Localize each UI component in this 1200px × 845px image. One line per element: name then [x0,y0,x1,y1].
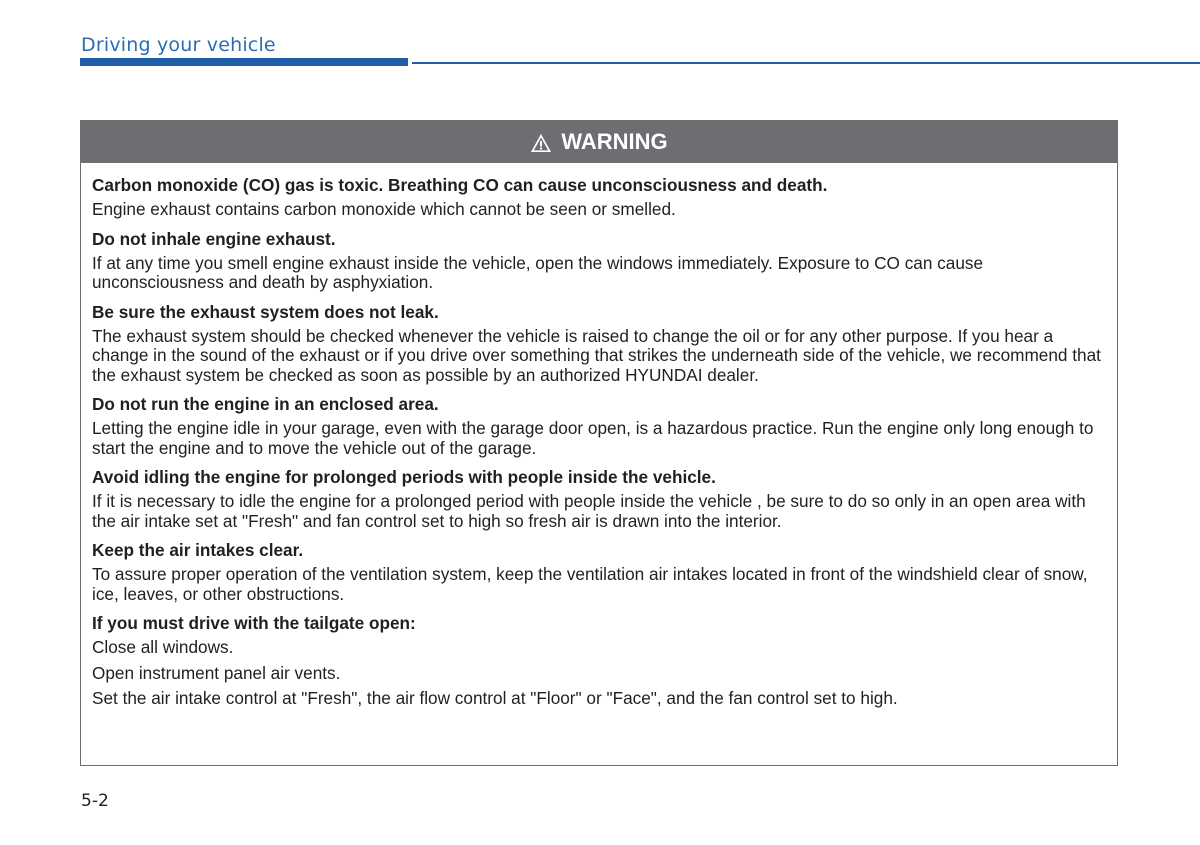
item-text: To assure proper operation of the ventilation system, keep the ventilation air intakes located in front of the windshield clear of snow, ice, leaves, or other obstructions. [92,564,1088,604]
warning-item-exhaust-leak [92,302,1107,386]
item-heading: Carbon monoxide (CO) gas is toxic. Breathing CO can cause unconsciousness and death. [92,175,828,195]
header-rule-thin [412,62,1200,64]
warning-box [80,120,1118,766]
item-text: If at any time you smell engine exhaust inside the vehicle, open the windows immediately. Exposure to CO can cause unconsciousness and death by asphyxiation. [92,252,984,292]
item-heading: Do not run the engine in an enclosed area. [92,394,439,414]
item-heading: Do not inhale engine exhaust. [92,228,336,249]
item-line: Open instrument panel air vents. [92,662,341,683]
warning-item-enclosed-area [92,394,1107,458]
section-title: Driving your vehicle [81,34,276,56]
warning-item-inhale [92,229,1107,293]
warning-item-tailgate [92,613,1107,709]
warning-item-air-intakes [92,540,1107,604]
item-heading: If you must drive with the tailgate open: [92,613,416,633]
warning-item-idling [92,467,1107,531]
header-rule-thick [80,58,408,66]
item-text: Engine exhaust contains carbon monoxide which cannot be seen or smelled. [92,199,676,219]
item-heading: Keep the air intakes clear. [92,540,304,560]
item-line: Set the air intake control at "Fresh", the air flow control at "Floor" or "Face", and the fan control set to high. [92,688,898,708]
item-heading: Avoid idling the engine for prolonged periods with people inside the vehicle. [92,467,716,487]
warning-item-co-toxic [92,175,1107,220]
item-text: The exhaust system should be checked whenever the vehicle is raised to change the oil or for any other purpose. If you hear a change in the sound of the exhaust or if you drive over something that strikes the underneath side of the vehicle, we recommend that the exhaust system be checked as soon as possible by an authorized HYUNDAI dealer. [92,325,1101,385]
item-line: Close all windows. [92,637,234,657]
page-number: 5-2 [81,791,109,811]
warning-body [81,163,1117,709]
warning-title: WARNING [561,129,668,154]
warning-triangle-icon [530,133,552,153]
item-text: Letting the engine idle in your garage, even with the garage door open, is a hazardous practice. Run the engine only long enough to start the engine and to move the vehicle out of the garage. [92,418,1094,458]
item-heading: Be sure the exhaust system does not leak. [92,301,439,322]
warning-header [81,121,1117,163]
item-text: If it is necessary to idle the engine for a prolonged period with people inside the vehicle , be sure to do so only in an open area with the air intake set at "Fresh" and fan control set to high so fresh air is drawn into the interior. [92,491,1086,531]
